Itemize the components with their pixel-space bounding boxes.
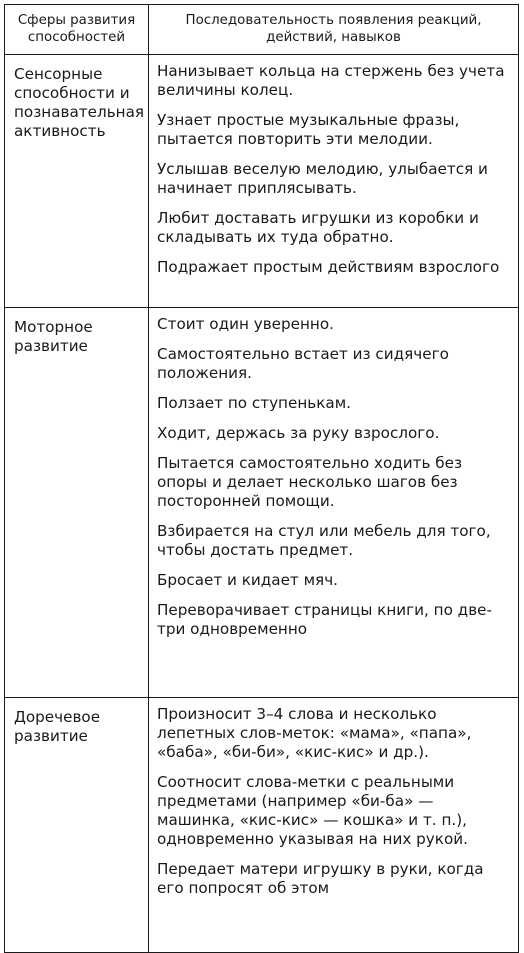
list-item: Произносит 3–4 слова и несколько лепетных слов-меток: «мама», «папа», «баба», «би-би», «кис-кис» и др.). (157, 705, 472, 761)
table-row (5, 308, 519, 698)
list-item: Взбирается на стул или мебель для того, чтобы достать предмет. (157, 522, 491, 559)
sphere-cell: Доречевое развитие (5, 698, 149, 953)
list-item: Стоит один уверенно. (157, 315, 334, 333)
list-item: Любит доставать игрушки из коробки и складывать их туда обратно. (157, 209, 479, 246)
development-table (4, 4, 519, 953)
header-sequence: Последовательность появления реакций, действий, навыков (149, 5, 519, 55)
sphere-cell: Сенсорные способности и познавательная активность (5, 55, 149, 308)
items-cell (149, 308, 519, 698)
list-item: Ходит, держась за руку взрослого. (157, 424, 440, 442)
list-item: Передает матери игрушку в руки, когда его попросят об этом (157, 860, 484, 897)
list-item: Переворачивает страницы книги, по две-три одновременно (157, 601, 492, 638)
list-item: Нанизывает кольца на стержень без учета величины колец. (157, 62, 505, 99)
header-spheres: Сферы развития способностей (5, 5, 149, 55)
list-item: Пытается самостоятельно ходить без опоры и делает несколько шагов без посторонней помощи. (157, 454, 463, 510)
list-item: Бросает и кидает мяч. (157, 571, 338, 589)
list-item: Узнает простые музыкальные фразы, пытается повторить эти мелодии. (157, 111, 460, 148)
list-item: Самостоятельно встает из сидячего положения. (157, 345, 449, 382)
list-item: Услышав веселую мелодию, улыбается и начинает приплясывать. (157, 160, 488, 197)
list-item: Ползает по ступенькам. (157, 394, 351, 412)
table-row (5, 698, 519, 953)
sphere-cell: Моторное развитие (5, 308, 149, 698)
items-cell (149, 55, 519, 308)
items-cell (149, 698, 519, 953)
table-header-row (5, 5, 519, 55)
list-item: Подражает простым действиям взрослого (157, 258, 500, 276)
list-item: Соотносит слова-метки с реальными предметами (например «би-ба» — машинка, «кис-кис» — кошка» и т. п.), одновременно указывая на них рукой. (157, 773, 468, 848)
table-row (5, 55, 519, 308)
